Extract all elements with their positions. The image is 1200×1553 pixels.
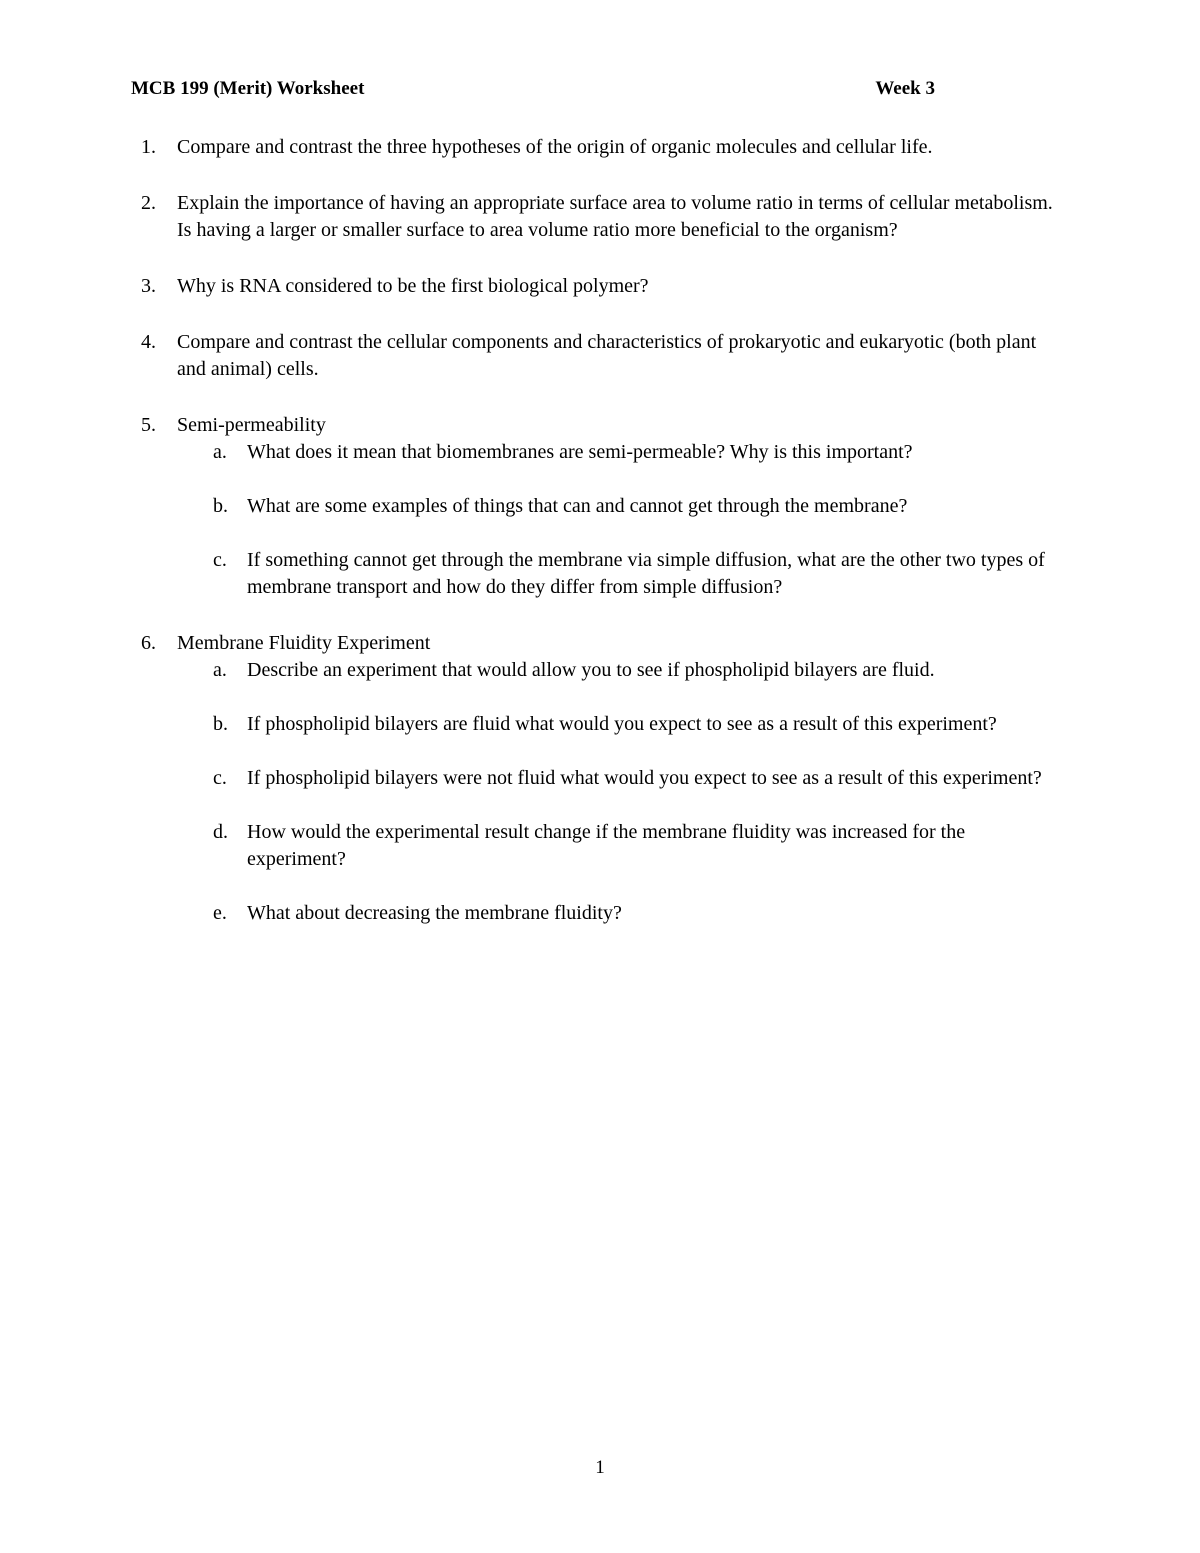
sub-question-text: Describe an experiment that would allow you to see if phospholipid bilayers are fluid. bbox=[247, 659, 935, 681]
question-number: 3. bbox=[141, 275, 156, 297]
sub-question-letter: b. bbox=[213, 495, 228, 517]
question-2 bbox=[131, 190, 1066, 244]
question-4 bbox=[131, 329, 1066, 383]
sub-question-list bbox=[177, 657, 1066, 927]
sub-question-text: What does it mean that biomembranes are semi-permeable? Why is this important? bbox=[247, 441, 913, 463]
sub-question-letter: e. bbox=[213, 902, 227, 924]
question-3 bbox=[131, 273, 1066, 300]
question-list bbox=[131, 134, 1066, 956]
sub-question-letter: c. bbox=[213, 549, 227, 571]
question-number: 6. bbox=[141, 632, 156, 654]
worksheet-title: MCB 199 (Merit) Worksheet bbox=[131, 78, 365, 99]
sub-question-text: What are some examples of things that can and cannot get through the membrane? bbox=[247, 495, 908, 517]
sub-question-6a bbox=[177, 657, 1066, 684]
sub-question-5b bbox=[177, 493, 1066, 520]
sub-question-text: If phospholipid bilayers were not fluid what would you expect to see as a result of this experiment? bbox=[247, 767, 1042, 789]
sub-question-text: If phospholipid bilayers are fluid what would you expect to see as a result of this experiment? bbox=[247, 713, 997, 735]
sub-question-list bbox=[177, 439, 1066, 601]
sub-question-text: How would the experimental result change if the membrane fluidity was increased for the experiment? bbox=[247, 821, 966, 870]
question-number: 1. bbox=[141, 136, 156, 158]
sub-question-6b bbox=[177, 711, 1066, 738]
question-text: Explain the importance of having an appropriate surface area to volume ratio in terms of cellular metabolism. Is having a larger or smaller surface to area volume ratio more beneficial to the organism? bbox=[177, 192, 1053, 241]
sub-question-5c bbox=[177, 547, 1066, 601]
sub-question-6e bbox=[177, 900, 1066, 927]
question-number: 2. bbox=[141, 192, 156, 214]
question-text: Compare and contrast the three hypotheses of the origin of organic molecules and cellular life. bbox=[177, 136, 933, 158]
sub-question-letter: a. bbox=[213, 441, 227, 463]
question-1 bbox=[131, 134, 1066, 161]
sub-question-letter: b. bbox=[213, 713, 228, 735]
question-number: 4. bbox=[141, 331, 156, 353]
page-number: 1 bbox=[595, 1457, 605, 1478]
sub-question-letter: d. bbox=[213, 821, 228, 843]
sub-question-letter: c. bbox=[213, 767, 227, 789]
sub-question-5a bbox=[177, 439, 1066, 466]
question-text: Membrane Fluidity Experiment bbox=[177, 632, 431, 654]
sub-question-text: What about decreasing the membrane fluidity? bbox=[247, 902, 622, 924]
question-5 bbox=[131, 412, 1066, 601]
question-text: Semi-permeability bbox=[177, 414, 326, 436]
sub-question-letter: a. bbox=[213, 659, 227, 681]
week-label: Week 3 bbox=[875, 78, 935, 99]
question-text: Compare and contrast the cellular components and characteristics of prokaryotic and eukaryotic (both plant and animal) cells. bbox=[177, 331, 1037, 380]
question-number: 5. bbox=[141, 414, 156, 436]
question-6 bbox=[131, 630, 1066, 927]
question-text: Why is RNA considered to be the first biological polymer? bbox=[177, 275, 649, 297]
sub-question-6c bbox=[177, 765, 1066, 792]
sub-question-6d bbox=[177, 819, 1066, 873]
sub-question-text: If something cannot get through the membrane via simple diffusion, what are the other two types of membrane transport and how do they differ from simple diffusion? bbox=[247, 549, 1045, 598]
page-header bbox=[131, 76, 935, 102]
